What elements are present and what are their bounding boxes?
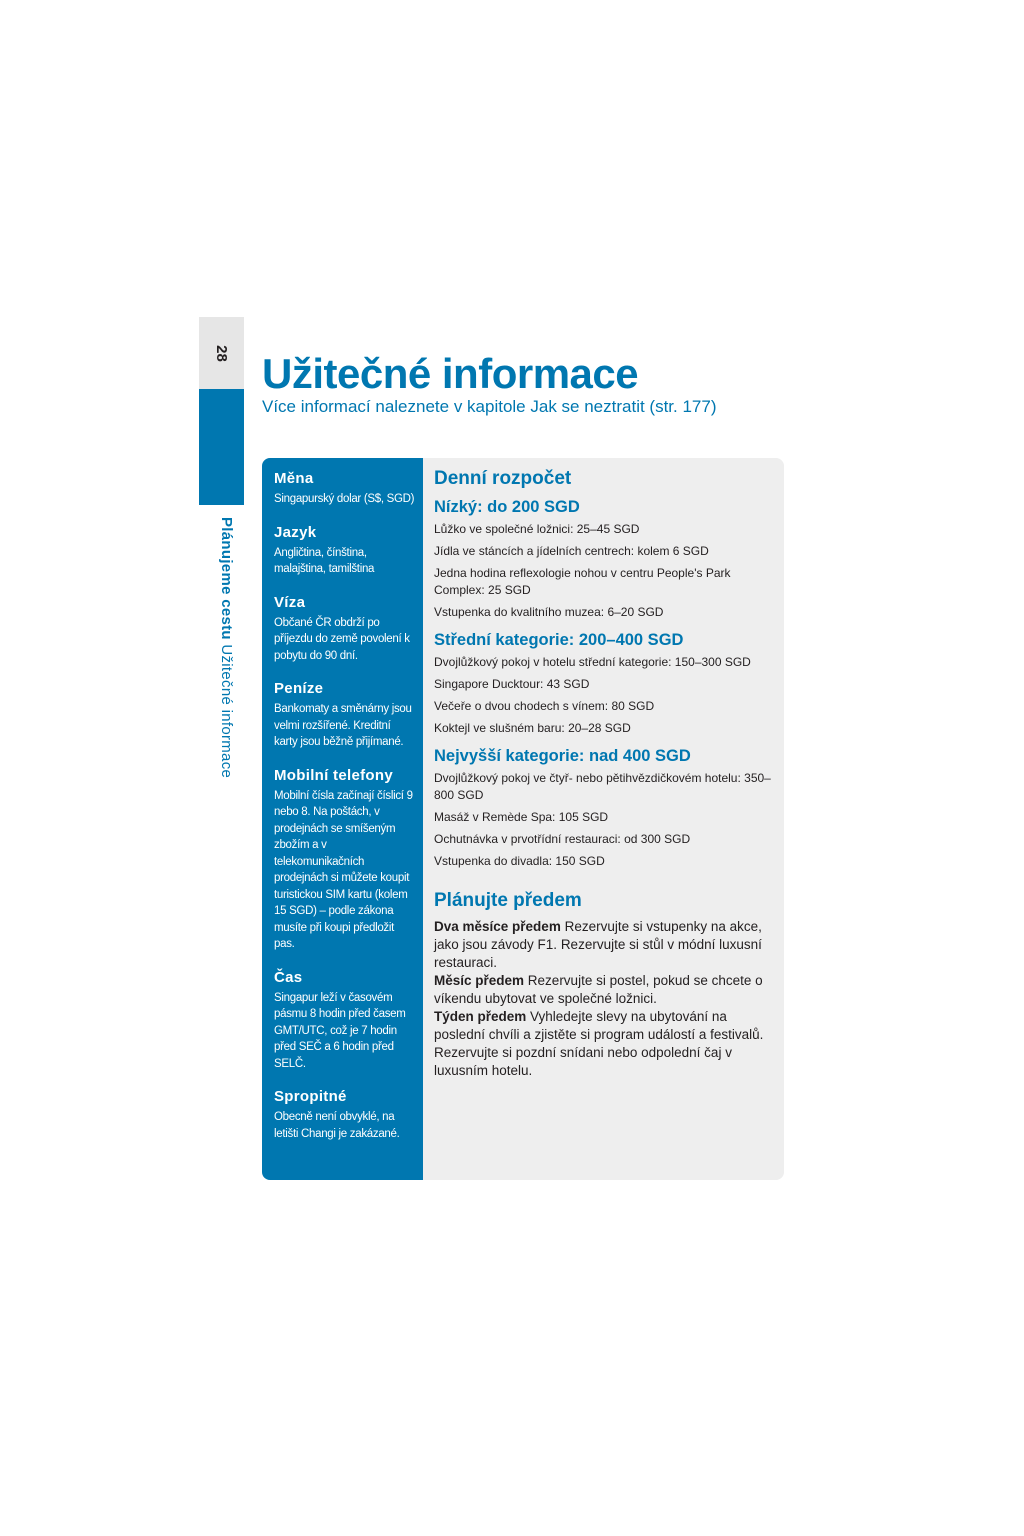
tier-title: Střední kategorie: 200–400 SGD (434, 631, 684, 649)
plan-entry-text: Rezervujte si postel, pokud se chcete o víkendu ubytovat ve společné ložnici. (434, 973, 763, 1006)
section-color-tab (199, 389, 244, 505)
list-item: Dvojlůžkový pokoj ve čtyř- nebo pětihvězdičkovém hotelu: 350–800 SGD (434, 771, 771, 802)
list-item: Jedna hodina reflexologie nohou v centru People's Park Complex: 25 SGD (434, 566, 731, 597)
budget-heading: Denní rozpočet (434, 468, 572, 489)
fact-time (274, 969, 415, 1073)
fact-tipping (274, 1088, 415, 1142)
page-number: 28 (213, 344, 230, 362)
plan-entry-text: Vyhledejte slevy na ubytování na poslední chvíli a zjistěte si program událostí a festivalů. Rezervujte si pozdní snídani nebo odpolední čaj v luxusním hotelu. (434, 1009, 764, 1078)
fact-visa (274, 594, 415, 665)
fact-currency (274, 470, 415, 508)
tier-title: Nejvyšší kategorie: nad 400 SGD (434, 747, 691, 765)
list-item: Vstupenka do kvalitního muzea: 6–20 SGD (434, 605, 664, 619)
fact-heading: Čas (274, 968, 303, 986)
list-item: Masáž v Remède Spa: 105 SGD (434, 810, 609, 824)
fact-language (274, 524, 415, 578)
plan-entry (434, 1008, 779, 1080)
tier-list (434, 521, 779, 621)
list-item: Vstupenka do divadla: 150 SGD (434, 854, 605, 868)
fact-heading: Měna (274, 470, 314, 487)
fact-heading: Spropitné (274, 1088, 347, 1105)
tier-list (434, 770, 779, 870)
fact-text: Singapurský dolar (S$, SGD) (274, 493, 415, 505)
list-item: Singapore Ducktour: 43 SGD (434, 677, 590, 691)
tier-title: Nízký: do 200 SGD (434, 498, 580, 516)
fact-heading: Mobilní telefony (274, 766, 393, 784)
budget-column (434, 468, 779, 1080)
fact-heading: Peníze (274, 680, 324, 697)
list-item: Večeře o dvou chodech s vínem: 80 SGD (434, 699, 655, 713)
tier-list (434, 654, 779, 737)
plan-entry (434, 918, 779, 972)
quick-facts-column (262, 458, 423, 1180)
plan-entry-label: Týden předem (434, 1009, 527, 1024)
budget-tier-low (434, 498, 779, 621)
fact-text: Bankomaty a směnárny jsou velmi rozšířené. Kreditní karty jsou běžně přijímané. (274, 703, 412, 748)
running-header-chapter: Užitečné informace (218, 644, 235, 779)
list-item: Koktejl ve slušném baru: 20–28 SGD (434, 721, 631, 735)
running-header-section: Plánujeme cestu (218, 517, 235, 640)
fact-text: Angličtina, čínština, malajština, tamilština (274, 546, 375, 575)
fact-mobile-phones (274, 767, 415, 953)
page-title: Užitečné informace (262, 350, 639, 397)
page-number-wrap (199, 317, 244, 389)
info-box (262, 458, 784, 1180)
plan-entry-text: Rezervujte si vstupenky na akce, jako jsou závody F1. Rezervujte si stůl v módní luxusní restauraci. (434, 919, 762, 970)
fact-heading: Jazyk (274, 523, 317, 541)
budget-tier-high (434, 747, 779, 870)
plan-entry-label: Měsíc předem (434, 973, 525, 988)
list-item: Ochutnávka v prvotřídní restauraci: od 300 SGD (434, 832, 691, 846)
plan-entry (434, 972, 779, 1008)
list-item: Jídla ve stáncích a jídelních centrech: kolem 6 SGD (434, 544, 709, 558)
plan-ahead-section (434, 890, 779, 1080)
fact-text: Mobilní čísla začínají číslicí 9 nebo 8. Na poštách, v prodejnách se smíšeným zbožím a v telekomunikačních prodejnách si můžete koupit turistickou SIM kartu (kolem 15 SGD) – podle zákona musíte při koupi předložit pas. (274, 789, 413, 950)
fact-heading: Víza (274, 593, 306, 611)
fact-text: Obecně není obvyklé, na letišti Changi je zakázané. (274, 1111, 400, 1140)
plan-heading: Plánujte předem (434, 890, 582, 911)
running-header (218, 517, 235, 778)
fact-text: Singapur leží v časovém pásmu 8 hodin před časem GMT/UTC, což je 7 hodin před SEČ a 6 hodin před SELČ. (274, 991, 406, 1070)
fact-text: Občané ČR obdrží po příjezdu do země povolení k pobytu do 90 dní. (274, 616, 410, 662)
plan-entry-label: Dva měsíce předem (434, 919, 561, 934)
list-item: Lůžko ve společné ložnici: 25–45 SGD (434, 522, 640, 536)
fact-money (274, 680, 415, 751)
page-subtitle: Více informací naleznete v kapitole Jak se neztratit (str. 177) (262, 397, 717, 416)
list-item: Dvojlůžkový pokoj v hotelu střední kategorie: 150–300 SGD (434, 655, 751, 669)
budget-tier-mid (434, 631, 779, 737)
